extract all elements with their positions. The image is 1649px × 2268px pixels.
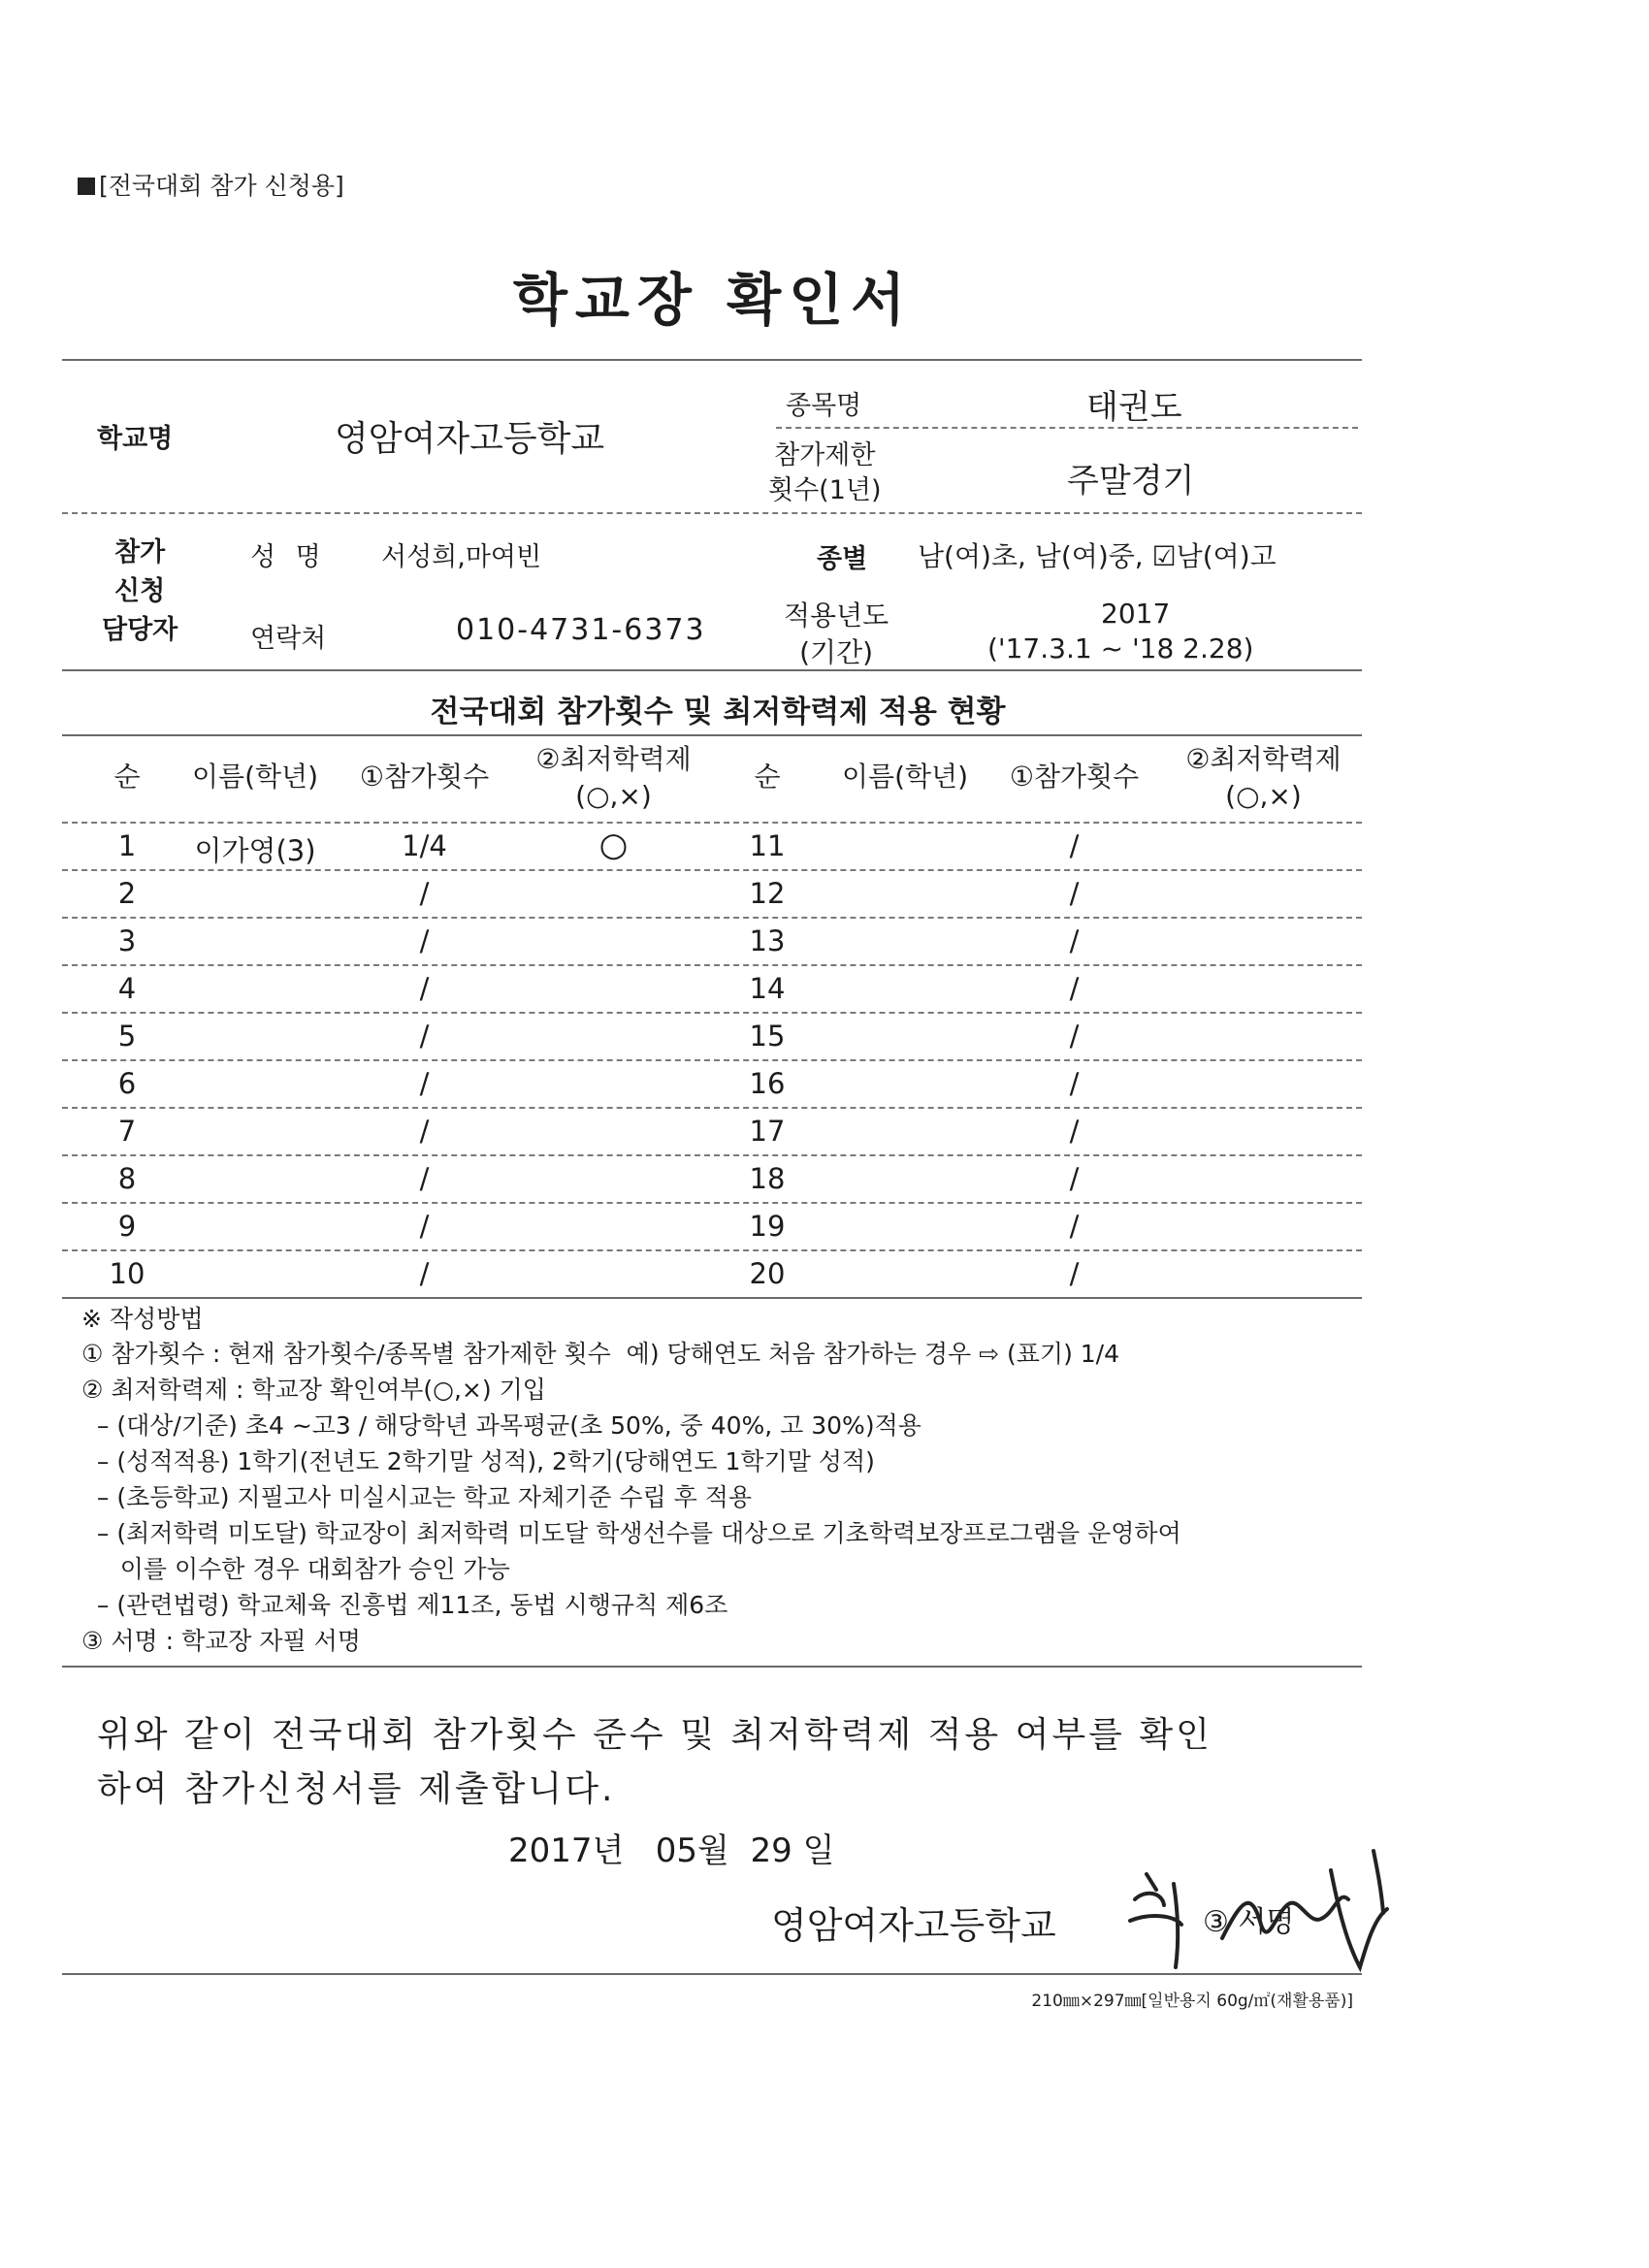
cell-no: 7 (117, 1115, 137, 1148)
row-divider (62, 1012, 1362, 1014)
cell-no: 3 (117, 924, 137, 957)
col-min-right: ②최저학력제 (○,×) (1185, 743, 1342, 812)
confirmation-line-2: 하여 참가신청서를 제출합니다. (97, 1769, 616, 1809)
table-bottom-rule (62, 1297, 1362, 1299)
cell-no: 11 (749, 829, 786, 862)
cell-count: / (1069, 924, 1080, 957)
table-top-rule (62, 734, 1362, 736)
cell-count: / (1069, 1067, 1080, 1100)
row-divider (62, 1107, 1362, 1109)
col-count-right: ①참가횟수 (1009, 761, 1140, 793)
cell-no: 17 (749, 1115, 786, 1148)
cell-no: 2 (117, 877, 137, 910)
division-label: 종별 (817, 544, 868, 574)
method-line: ① 참가횟수 : 현재 참가횟수/종목별 참가제한 횟수 예) 당해연도 처음 참가하는 경우 ⇨ (표기) 1/4 (81, 1340, 1120, 1368)
cell-no: 20 (749, 1257, 786, 1290)
document-title: 학교장 확인서 (512, 267, 914, 333)
cell-count: / (419, 1162, 430, 1195)
method-line: ③ 서명 : 학교장 자필 서명 (81, 1627, 361, 1655)
cell-no: 16 (749, 1067, 786, 1100)
period-value: ('17.3.1 ~ '18 2.28) (987, 632, 1254, 664)
row-divider (62, 1202, 1362, 1204)
submission-date: 2017년 05월 29 일 (508, 1831, 835, 1870)
method-line: – (성적적용) 1학기(전년도 2학기말 성적), 2학기(당해연도 1학기말 성적) (81, 1447, 875, 1475)
cell-no: 6 (117, 1067, 137, 1100)
cell-min: ○ (598, 826, 629, 864)
cell-count: / (1069, 1210, 1080, 1243)
cell-count: / (1069, 1020, 1080, 1053)
section-divider-1 (62, 512, 1362, 514)
method-line: – (최저학력 미도달) 학교장이 최저학력 미도달 학생선수를 대상으로 기초학력보장프로그램을 운영하여 (81, 1519, 1181, 1547)
form-type-tag: [전국대회 참가 신청용] (78, 167, 344, 202)
footer-rule (62, 1973, 1362, 1975)
row-divider (62, 1249, 1362, 1251)
school-name-label: 학교명 (97, 424, 174, 454)
cell-count: / (1069, 1162, 1080, 1195)
cell-count: / (1069, 877, 1080, 910)
paper-spec-footnote: 210㎜×297㎜[일반용지 60g/㎡(재활용품)] (1031, 1992, 1353, 2011)
row-divider (62, 917, 1362, 919)
cell-no: 13 (749, 924, 786, 957)
limit-label: 참가제한 횟수(1년) (768, 440, 882, 505)
cell-count: / (1069, 829, 1080, 862)
phone-label: 연락처 (250, 624, 327, 654)
top-rule (62, 359, 1362, 361)
cell-name: 이가영(3) (194, 834, 316, 867)
cell-count: / (419, 1115, 430, 1148)
method-line: – (초등학교) 지필고사 미실시교는 학교 자체기준 수립 후 적용 (81, 1483, 753, 1511)
contact-names: 서성희,마여빈 (381, 542, 542, 572)
event-label: 종목명 (786, 391, 862, 421)
period-label: 적용년도 (기간) (784, 599, 889, 668)
year-value: 2017 (1101, 598, 1171, 630)
notes-bottom-rule (62, 1666, 1362, 1668)
cell-no: 18 (749, 1162, 786, 1195)
method-line: – (관련법령) 학교체육 진흥법 제11조, 동법 시행규칙 제6조 (81, 1591, 728, 1619)
signing-school: 영암여자고등학교 (771, 1904, 1056, 1947)
cell-count: / (419, 1210, 430, 1243)
event-value: 태권도 (1086, 388, 1182, 427)
cell-no: 12 (749, 877, 786, 910)
cell-count: / (1069, 1115, 1080, 1148)
cell-no: 4 (117, 972, 137, 1005)
method-heading: ※ 작성방법 (81, 1305, 204, 1333)
row-divider (62, 964, 1362, 966)
cell-no: 8 (117, 1162, 137, 1195)
row-divider (62, 1154, 1362, 1156)
cell-count: / (1069, 972, 1080, 1005)
square-bullet-icon (78, 178, 95, 195)
principal-signature (1106, 1831, 1416, 1977)
cell-no: 19 (749, 1210, 786, 1243)
col-count-left: ①참가횟수 (359, 761, 490, 793)
cell-count: / (419, 1067, 430, 1100)
signature-mark: ③ 서명 (1203, 1905, 1295, 1939)
method-line: – (대상/기준) 초4 ~고3 / 해당학년 과목평균(초 50%, 중 40%, 고 30%)적용 (81, 1411, 922, 1440)
cell-count: / (419, 877, 430, 910)
section-divider-2 (62, 669, 1362, 671)
cell-count: / (419, 924, 430, 957)
col-min-left: ②최저학력제 (○,×) (535, 743, 692, 812)
confirmation-line-1: 위와 같이 전국대회 참가횟수 준수 및 최저학력제 적용 여부를 확인 (97, 1715, 1212, 1755)
col-no-left: 순 (113, 761, 141, 793)
header-row-rule (62, 822, 1362, 824)
cell-no: 10 (109, 1257, 146, 1290)
cell-no: 15 (749, 1020, 786, 1053)
method-line: 이를 이수한 경우 대회참가 승인 가능 (81, 1555, 510, 1583)
row-divider (62, 1059, 1362, 1061)
cell-no: 5 (117, 1020, 137, 1053)
cell-count: / (419, 1257, 430, 1290)
name-label: 성 명 (250, 542, 321, 572)
col-no-right: 순 (754, 761, 781, 793)
method-line: ② 최저학력제 : 학교장 확인여부(○,×) 기입 (81, 1376, 546, 1404)
phone-value: 010-4731-6373 (456, 613, 706, 647)
cell-count: / (419, 1020, 430, 1053)
cell-count: / (419, 972, 430, 1005)
cell-count: / (1069, 1257, 1080, 1290)
col-name-left: 이름(학년) (191, 761, 319, 793)
cell-no: 14 (749, 972, 786, 1005)
division-options: 남(여)초, 남(여)중, ☑남(여)고 (918, 540, 1277, 572)
row-divider (62, 869, 1362, 871)
limit-value: 주말경기 (1067, 462, 1195, 501)
cell-no: 1 (117, 829, 137, 862)
applicant-label: 참가 신청 담당자 (102, 537, 178, 645)
event-divider (776, 427, 1358, 429)
cell-count: 1/4 (402, 829, 447, 862)
col-name-right: 이름(학년) (841, 761, 969, 793)
table-heading: 전국대회 참가횟수 및 최저학력제 적용 현황 (430, 695, 1006, 729)
school-name-value: 영암여자고등학교 (335, 419, 605, 459)
cell-no: 9 (117, 1210, 137, 1243)
